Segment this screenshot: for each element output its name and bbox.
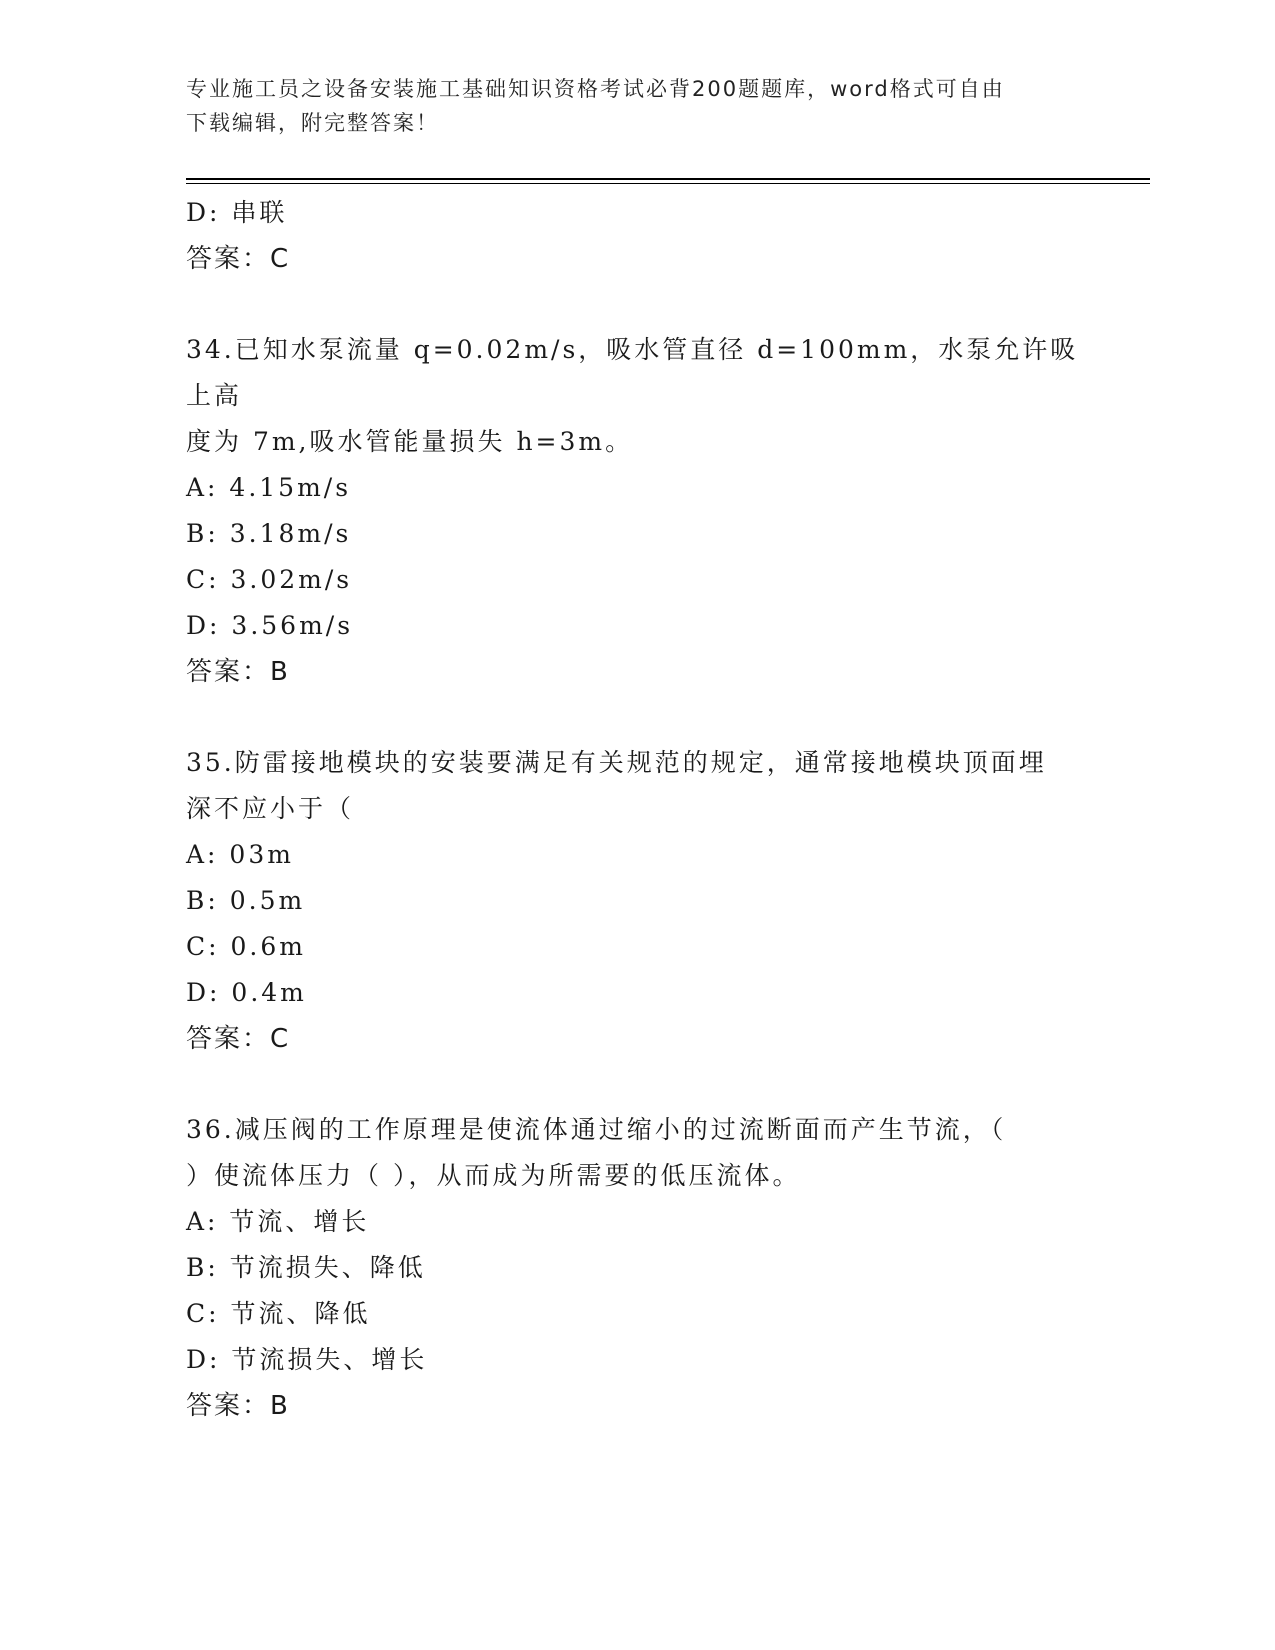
answer-line: 答案：C	[186, 244, 291, 274]
header-rule-thin	[186, 183, 1150, 184]
question-text: 36.减压阀的工作原理是使流体通过缩小的过流断面而产生节流，（	[186, 1115, 1007, 1144]
header-line-2: 下载编辑，附完整答案！	[186, 111, 439, 135]
option-c: C: 3.02m/s	[186, 565, 353, 594]
option-d: D: 3.56m/s	[186, 611, 354, 640]
option-a: A: 节流、增长	[186, 1207, 370, 1236]
option-c: C: 节流、降低	[186, 1299, 371, 1328]
option-a: A: 4.15m/s	[186, 473, 352, 502]
option-a: A: 03m	[186, 840, 294, 869]
question-36	[186, 1107, 1086, 1429]
answer-line: 答案：B	[186, 657, 290, 687]
question-text: 度为 7m,吸水管能量损失 h=3m。	[186, 427, 634, 456]
option-d: D: 0.4m	[186, 978, 307, 1007]
question-text: ）使流体压力（ ），从而成为所需要的低压流体。	[186, 1161, 801, 1190]
option-c: C: 0.6m	[186, 932, 306, 961]
answer-line: 答案：B	[186, 1391, 290, 1421]
header-line-1: 专业施工员之设备安装施工基础知识资格考试必背200题题库，word格式可自由	[186, 77, 1005, 101]
header-rule-thick	[186, 178, 1150, 180]
document-header	[186, 72, 1086, 140]
document-body	[186, 190, 1086, 1429]
question-text: 35.防雷接地模块的安装要满足有关规范的规定，通常接地模块顶面埋	[186, 748, 1047, 777]
question-35	[186, 740, 1086, 1062]
option-b: B: 节流损失、降低	[186, 1253, 426, 1282]
question-text: 深不应小于（	[186, 794, 355, 823]
option-d: D: 串联	[186, 198, 288, 227]
continued-question	[186, 190, 1086, 282]
option-b: B: 3.18m/s	[186, 519, 352, 548]
question-text: 34.已知水泵流量 q=0.02m/s，吸水管直径 d=100mm，水泵允许吸上高	[186, 335, 1079, 410]
option-b: B: 0.5m	[186, 886, 306, 915]
answer-line: 答案：C	[186, 1024, 291, 1054]
question-34	[186, 327, 1086, 695]
option-d: D: 节流损失、增长	[186, 1345, 428, 1374]
